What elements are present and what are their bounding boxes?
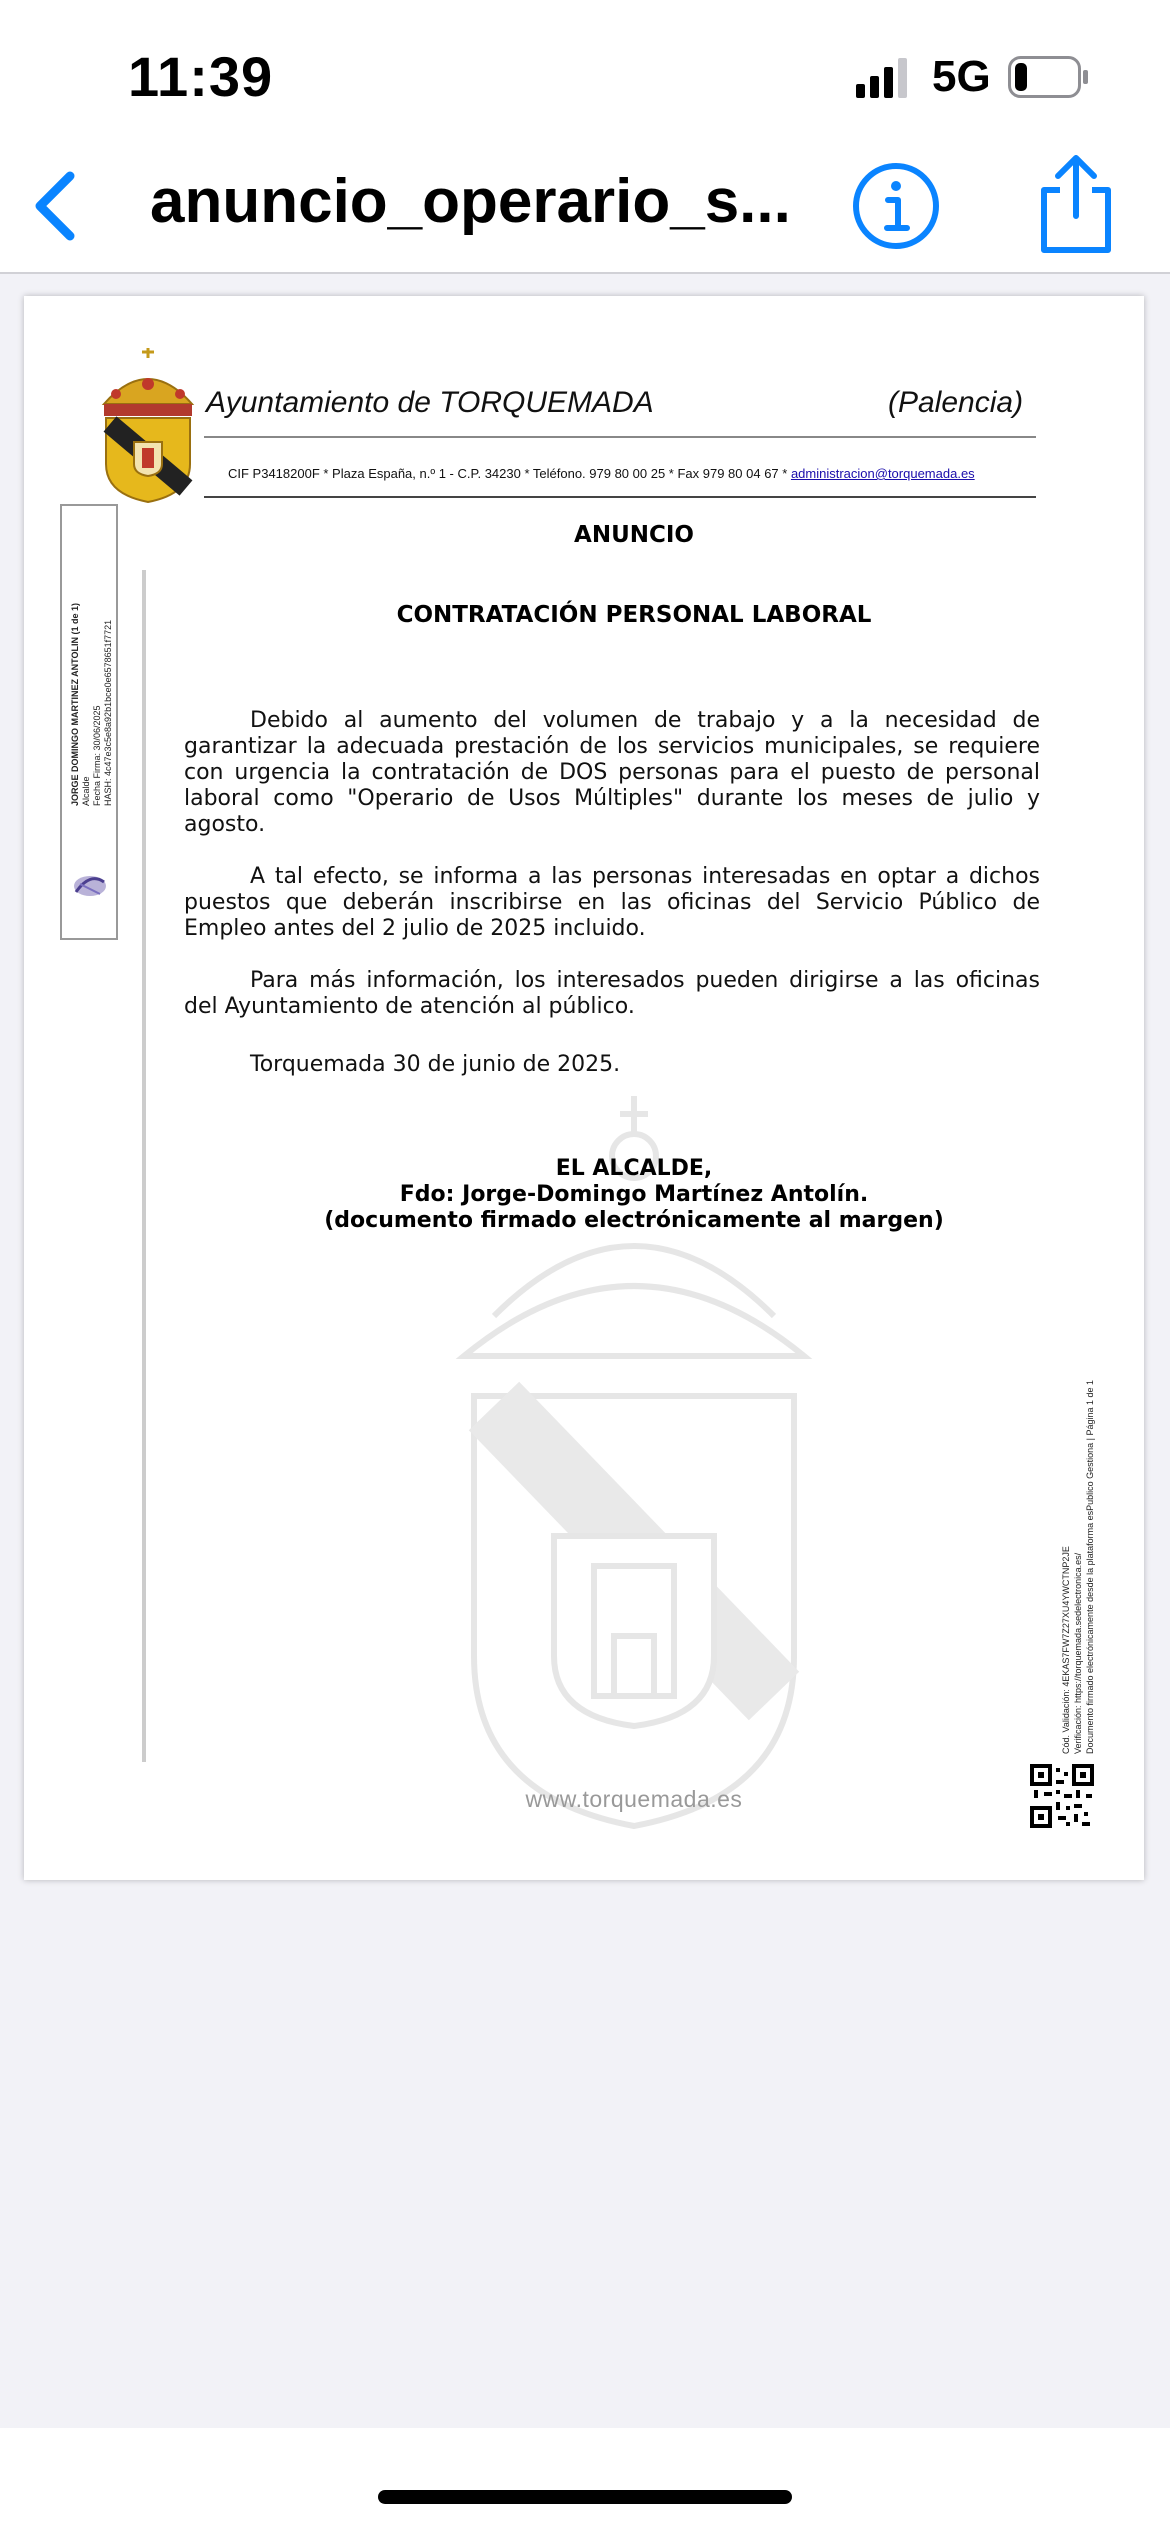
bottom-bar (0, 2428, 1170, 2532)
signer-fullname: Fdo: Jorge-Domingo Martínez Antolín. (399, 1182, 869, 1207)
network-type: 5G (932, 52, 991, 101)
info-icon[interactable] (850, 160, 942, 252)
verification-url: Verificación: https://torquemada.sedelectronica.es/ (1073, 1552, 1083, 1754)
validation-code: Cód. Validación: 4EKAS7FW7Z27XU4YWCTNP2JE (1061, 1546, 1071, 1754)
signer-title: EL ALCALDE, (555, 1156, 713, 1181)
document-heading: ANUNCIO (574, 522, 694, 548)
org-region: (Palencia) (888, 386, 1024, 419)
status-time: 11:39 (128, 45, 274, 108)
coat-of-arms-watermark-icon (434, 796, 834, 1836)
esignature-seal-icon (70, 864, 110, 904)
document-subheading: CONTRATACIÓN PERSONAL LABORAL (396, 602, 872, 628)
back-chevron-icon[interactable] (18, 166, 98, 246)
signature-stamp-text (70, 603, 114, 806)
signature-block (184, 1156, 1084, 1234)
org-name: Ayuntamiento de TORQUEMADA (206, 386, 654, 419)
navigation-bar (0, 140, 1170, 274)
paragraph-2: A tal efecto, se informa a las personas interesadas en optar a dichos puestos que deberán inscribirse en las oficinas del Servicio Público de Empleo antes del 2 julio de 2025 incluido. (184, 864, 1040, 941)
signature-hash: HASH: 4c47e3c5e8a92b1bce0e6578651f7721 (103, 619, 113, 806)
status-bar (0, 0, 1170, 140)
home-indicator[interactable] (378, 2490, 792, 2504)
signer-role: Alcalde (81, 776, 91, 806)
battery-icon (1008, 56, 1090, 98)
date-line: Torquemada 30 de junio de 2025. (250, 1052, 621, 1077)
paragraph-1: Debido al aumento del volumen de trabajo y a la necesidad de garantizar la adecuada prestación de los servicios municipales, se requiere con urgencia la contratación de DOS personas para el puesto de personal laboral como "Operario de Usos Múltiples" durante los meses de julio y agosto. (184, 708, 1040, 837)
letterhead-divider (204, 436, 1036, 438)
contact-text: CIF P3418200F * Plaza España, n.º 1 - C.P. 34230 * Teléfono. 979 80 00 25 * Fax 979 80 04 67 * (228, 466, 791, 481)
paragraph-3: Para más información, los interesados pueden dirigirse a las oficinas del Ayuntamiento de atención al público. (184, 968, 1040, 1019)
verification-text (1060, 1380, 1096, 1754)
signature-date: Fecha Firma: 30/06/2025 (92, 705, 102, 806)
qr-code-icon (1030, 1764, 1094, 1828)
coat-of-arms-logo-icon (96, 344, 200, 504)
signature-note: (documento firmado electrónicamente al margen) (324, 1208, 944, 1233)
footer-url: www.torquemada.es (525, 1786, 743, 1812)
signature-stamp (60, 504, 118, 940)
email-link[interactable]: administracion@torquemada.es (790, 466, 975, 481)
share-icon[interactable] (1030, 152, 1122, 256)
platform-note: Documento firmado electrónicamente desde la plataforma esPublico Gestiona | Página 1 de 1 (1085, 1379, 1095, 1754)
signer-name: JORGE DOMINGO MARTINEZ ANTOLIN (1 de 1) (70, 602, 80, 806)
margin-line (142, 570, 146, 1762)
pdf-page[interactable] (24, 296, 1144, 1880)
contact-line (228, 466, 975, 481)
document-title: anuncio_operario_s... (150, 167, 791, 236)
signal-icon (856, 58, 910, 98)
letterhead-divider-bottom (204, 496, 1036, 498)
